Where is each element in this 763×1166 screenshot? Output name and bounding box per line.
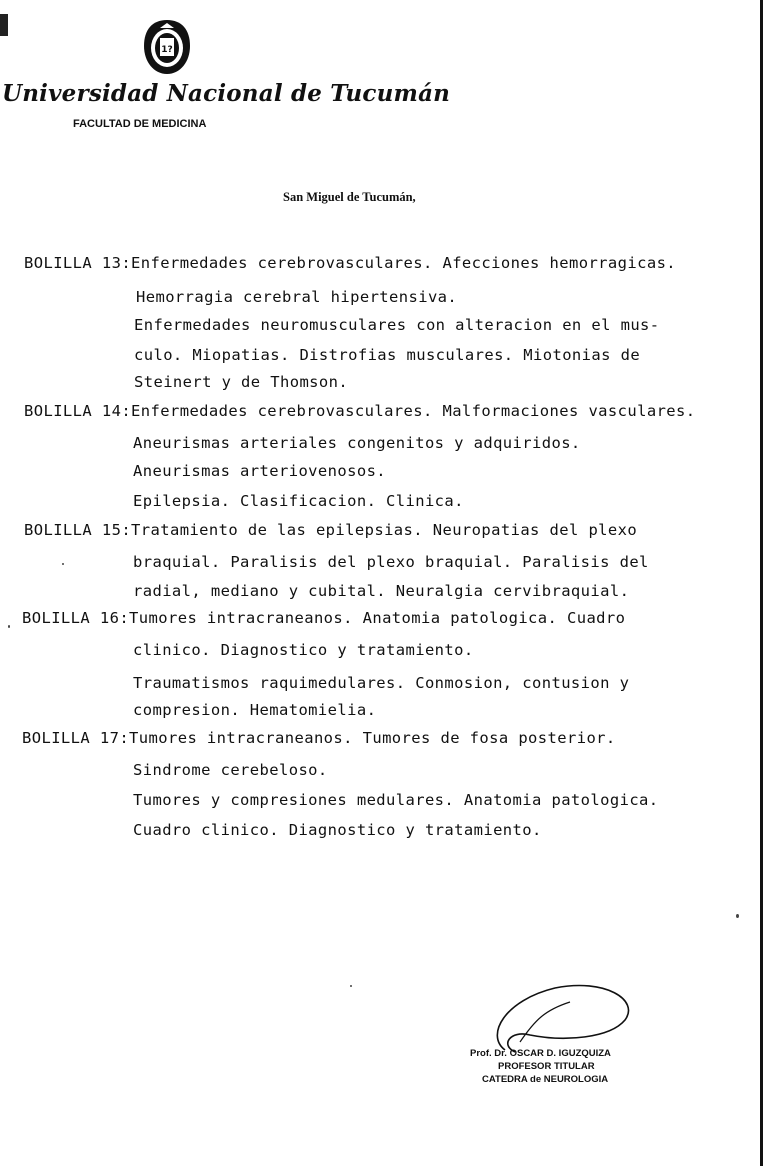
text-line: Tumores y compresiones medulares. Anatomia patologica.	[133, 791, 659, 809]
bolilla-14-line: BOLILLA 14:Enfermedades cerebrovasculares. Malformaciones vasculares.	[24, 402, 696, 420]
faculty-name: FACULTAD DE MEDICINA	[73, 118, 207, 130]
signature-block	[465, 980, 640, 1090]
text-line: radial, mediano y cubital. Neuralgia cervibraquial.	[133, 582, 630, 600]
signatory-chair: CATEDRA de NEUROLOGIA	[482, 1074, 609, 1085]
place-date: San Miguel de Tucumán,	[283, 190, 416, 204]
bolilla-17-line: BOLILLA 17:Tumores intracraneanos. Tumores de fosa posterior.	[22, 729, 616, 747]
speck	[736, 914, 739, 918]
speck	[350, 985, 352, 987]
text-line: braquial. Paralisis del plexo braquial. Paralisis del	[133, 553, 649, 571]
text-line: Hemorragia cerebral hipertensiva.	[136, 288, 458, 306]
university-seal-icon	[142, 18, 192, 76]
bolilla-16-line: BOLILLA 16:Tumores intracraneanos. Anatomia patologica. Cuadro	[22, 609, 626, 627]
text-line: Aneurismas arteriales congenitos y adquiridos.	[133, 434, 581, 452]
text-line: compresion. Hematomielia.	[133, 701, 377, 719]
svg-text:1?: 1?	[161, 45, 173, 55]
text-line: culo. Miopatias. Distrofias musculares. Miotonias de	[134, 346, 641, 364]
text-line: Sindrome cerebeloso.	[133, 761, 328, 779]
bolilla-13-line: BOLILLA 13:Enfermedades cerebrovasculares. Afecciones hemorragicas.	[24, 254, 677, 272]
university-name: Universidad Nacional de Tucumán	[2, 80, 451, 107]
speck	[8, 625, 10, 628]
speck	[62, 563, 64, 565]
text-line: Epilepsia. Clasificacion. Clinica.	[133, 492, 464, 510]
signatory-title: PROFESOR TITULAR	[498, 1061, 595, 1072]
text-line: Enfermedades neuromusculares con alteracion en el mus-	[134, 316, 660, 334]
text-line: Steinert y de Thomson.	[134, 373, 349, 391]
bolilla-15-line: BOLILLA 15:Tratamiento de las epilepsias. Neuropatias del plexo	[24, 521, 638, 539]
text-line: Cuadro clinico. Diagnostico y tratamiento.	[133, 821, 542, 839]
text-line: Traumatismos raquimedulares. Conmosion, contusion y	[133, 674, 630, 692]
signatory-name: Prof. Dr. OSCAR D. IGUZQUIZA	[470, 1048, 611, 1059]
text-line: clinico. Diagnostico y tratamiento.	[133, 641, 474, 659]
scan-mark	[0, 14, 8, 36]
text-line: Aneurismas arteriovenosos.	[133, 462, 387, 480]
